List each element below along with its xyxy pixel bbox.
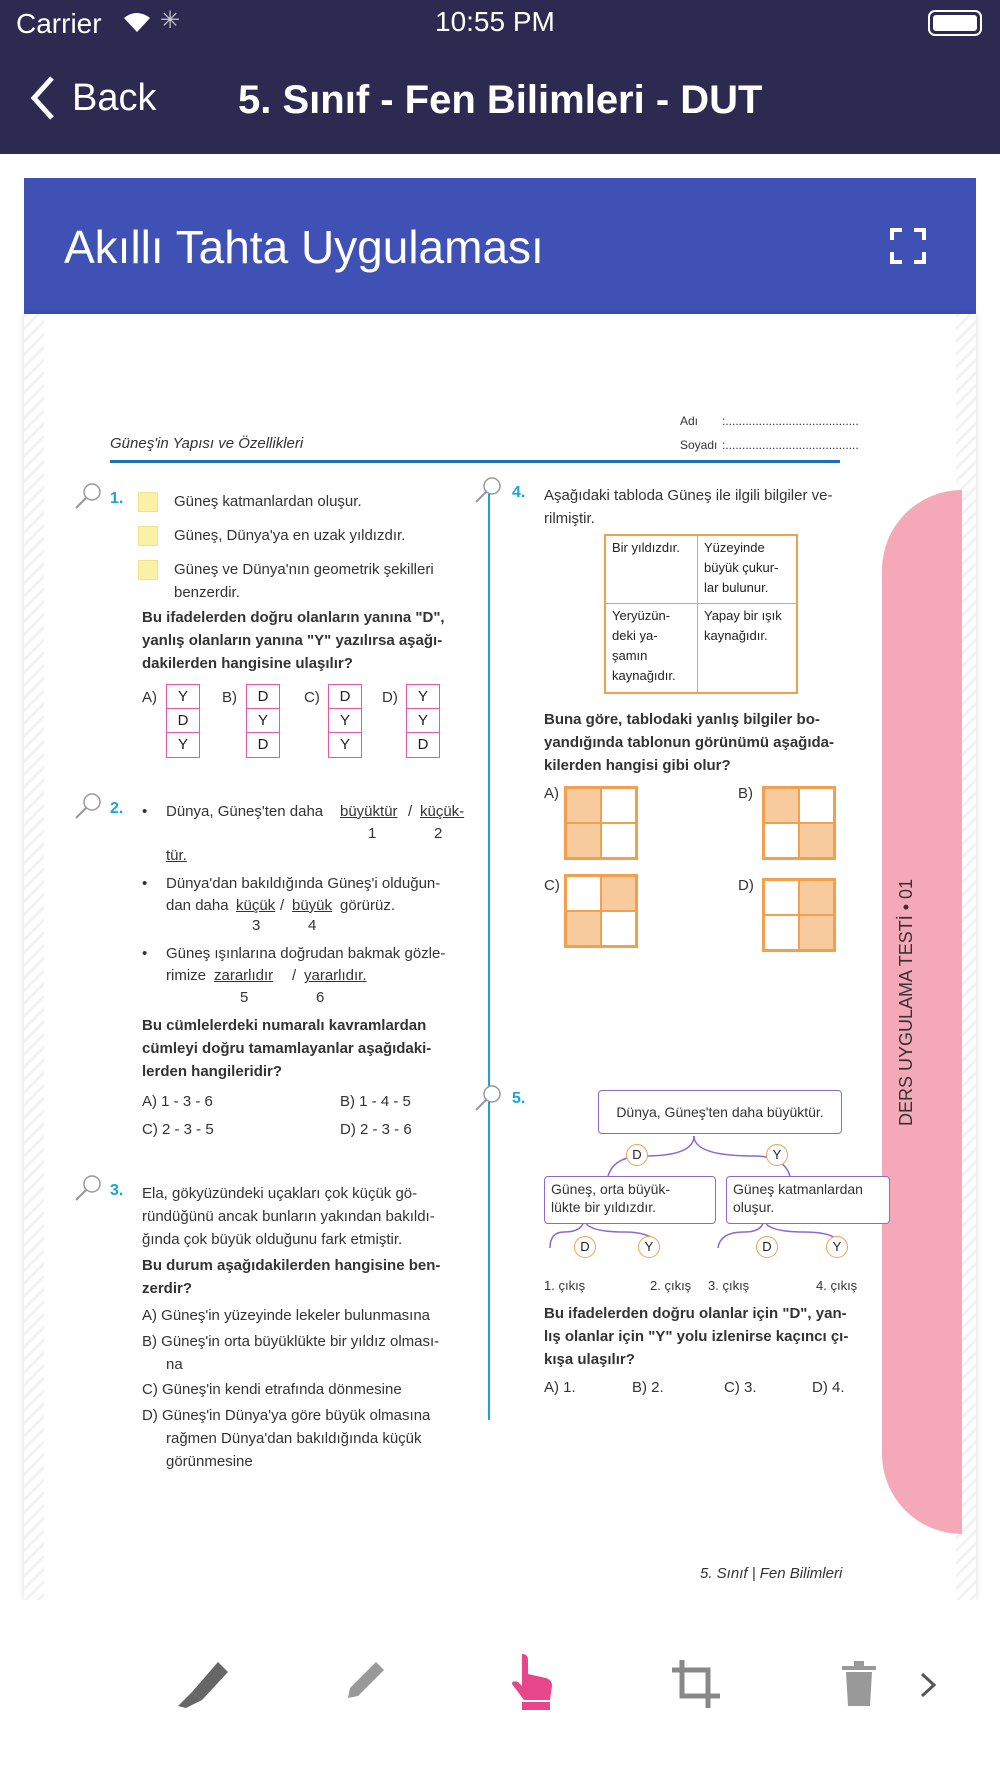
q5-option-d[interactable]: D) 4. bbox=[812, 1379, 845, 1396]
q2-option-b[interactable]: B) 1 - 4 - 5 bbox=[340, 1093, 411, 1110]
q3-option-d[interactable]: görünmesine bbox=[166, 1453, 253, 1470]
q4-number: 4. bbox=[512, 484, 526, 501]
q4-option-d-label[interactable]: D) bbox=[738, 877, 754, 894]
q5-prompt: lış olanlar için "Y" yolu izlenirse kaçıncı çı- bbox=[544, 1328, 849, 1345]
bullet: • bbox=[142, 875, 148, 892]
q1-answer-box[interactable] bbox=[138, 560, 158, 580]
q1-option-d-label[interactable]: D) bbox=[382, 689, 398, 706]
side-tab bbox=[882, 490, 962, 1534]
status-bar bbox=[0, 0, 1000, 50]
q4-option-b[interactable] bbox=[762, 786, 836, 860]
q2-term-number: 5 bbox=[240, 989, 249, 1006]
q2-option-c[interactable]: C) 2 - 3 - 5 bbox=[142, 1121, 214, 1138]
surname-label: Soyadı bbox=[680, 438, 718, 452]
bullet: • bbox=[142, 803, 148, 820]
bullet: • bbox=[142, 945, 148, 962]
q3-text: Ela, gökyüzündeki uçakları çok küçük gö- bbox=[142, 1185, 418, 1202]
q5-right-box: Güneş katmanlardan oluşur. bbox=[726, 1176, 890, 1224]
q1-option-d[interactable]: Y Y D bbox=[406, 684, 440, 758]
side-tab-label: DERS UYGULAMA TESTİ • 01 bbox=[896, 878, 916, 1126]
q5-number: 5. bbox=[512, 1090, 526, 1107]
clock: 10:55 PM bbox=[435, 6, 555, 37]
chevron-right-icon[interactable] bbox=[918, 1670, 938, 1700]
q3-option-d[interactable]: rağmen Dünya'dan bakıldığında küçük bbox=[166, 1430, 422, 1447]
smartboard-title: Akıllı Tahta Uygulaması bbox=[64, 221, 544, 273]
q3-text: ğında çok büyük olduğunu fark etmiştir. bbox=[142, 1231, 403, 1248]
q2-slash: / bbox=[280, 897, 285, 914]
carrier-label: Carrier bbox=[16, 8, 102, 39]
chevron-left-icon bbox=[28, 74, 56, 122]
q5-prompt: Bu ifadelerden doğru olanlar için "D", yan- bbox=[544, 1305, 847, 1322]
magnifier-icon[interactable] bbox=[74, 482, 102, 510]
q3-option-a[interactable]: A) Güneş'in yüzeyinde lekeler bulunmasına bbox=[142, 1307, 431, 1324]
magnifier-icon[interactable] bbox=[474, 1084, 502, 1112]
q2-term: yararlıdır. bbox=[304, 967, 367, 984]
column-divider bbox=[488, 488, 490, 1420]
q5-false-node: Y bbox=[638, 1236, 660, 1258]
q4-table-cell: Yapay bir ışık kaynağıdır. bbox=[704, 608, 782, 643]
q5-left-box: Güneş, orta büyük- lükte bir yıldızdır. bbox=[544, 1176, 716, 1224]
q1-prompt: Bu ifadelerden doğru olanların yanına "D", bbox=[142, 609, 445, 626]
q5-option-c[interactable]: C) 3. bbox=[724, 1379, 757, 1396]
q4-option-d[interactable] bbox=[762, 878, 836, 952]
q5-true-node: D bbox=[574, 1236, 596, 1258]
q2-term-number: 4 bbox=[308, 917, 317, 934]
q5-false-node: Y bbox=[766, 1144, 788, 1166]
q5-true-node: D bbox=[626, 1144, 648, 1166]
back-label: Back bbox=[72, 76, 157, 119]
q2-bullet-text: rimize bbox=[166, 967, 206, 984]
q5-exit-label: 1. çıkış bbox=[544, 1278, 586, 1293]
hand-pointer-icon[interactable] bbox=[506, 1650, 558, 1712]
q5-true-node: D bbox=[756, 1236, 778, 1258]
q5-option-a[interactable]: A) 1. bbox=[544, 1379, 576, 1396]
q3-option-c[interactable]: C) Güneş'in kendi etrafında dönmesine bbox=[142, 1381, 402, 1398]
q2-bullet-text: dan daha bbox=[166, 897, 229, 914]
q3-prompt: Bu durum aşağıdakilerden hangisine ben- bbox=[142, 1257, 441, 1274]
q1-statement: Güneş, Dünya'ya en uzak yıldızdır. bbox=[174, 527, 406, 544]
surname-field[interactable]: :........................................ bbox=[722, 438, 859, 452]
pencil-icon[interactable] bbox=[340, 1656, 390, 1706]
magnifier-icon[interactable] bbox=[74, 792, 102, 820]
smartboard-header bbox=[24, 178, 976, 314]
q1-option-c[interactable]: D Y Y bbox=[328, 684, 362, 758]
q2-term-number: 3 bbox=[252, 917, 261, 934]
q1-option-c-label[interactable]: C) bbox=[304, 689, 320, 706]
fullscreen-icon[interactable] bbox=[890, 228, 926, 264]
drawing-toolbar bbox=[0, 1600, 1000, 1778]
activity-spinner-icon: ✳ bbox=[160, 7, 181, 34]
q4-prompt: yandığında tablonun görünümü aşağıda- bbox=[544, 734, 835, 751]
q1-prompt: dakilerden hangisine ulaşılır? bbox=[142, 655, 353, 672]
page-title: 5. Sınıf - Fen Bilimleri - DUT bbox=[238, 78, 763, 122]
q1-option-a[interactable]: Y D Y bbox=[166, 684, 200, 758]
q3-option-b[interactable]: na bbox=[166, 1356, 183, 1373]
trash-icon[interactable] bbox=[838, 1658, 882, 1710]
q2-bullet-text: Dünya'dan bakıldığında Güneş'i olduğun- bbox=[166, 875, 441, 892]
q2-term: zararlıdır bbox=[214, 967, 274, 984]
name-field[interactable]: :........................................ bbox=[722, 414, 859, 428]
q5-false-node: Y bbox=[826, 1236, 848, 1258]
q5-option-b[interactable]: B) 2. bbox=[632, 1379, 664, 1396]
q1-statement: Güneş katmanlardan oluşur. bbox=[174, 493, 362, 510]
q2-option-a[interactable]: A) 1 - 3 - 6 bbox=[142, 1093, 213, 1110]
q5-start-box: Dünya, Güneş'ten daha büyüktür. bbox=[598, 1090, 842, 1134]
q2-prompt: lerden hangileridir? bbox=[142, 1063, 283, 1080]
wifi-icon bbox=[122, 10, 152, 34]
q4-option-b-label[interactable]: B) bbox=[738, 785, 753, 802]
q2-term-number: 6 bbox=[316, 989, 325, 1006]
q2-option-d[interactable]: D) 2 - 3 - 6 bbox=[340, 1121, 412, 1138]
q4-text: rilmiştir. bbox=[544, 510, 595, 527]
q1-statement: Güneş ve Dünya'nın geometrik şekilleri bbox=[174, 561, 434, 578]
name-label: Adı bbox=[680, 414, 699, 428]
q2-prompt: cümleyi doğru tamamlayanlar aşağıdaki- bbox=[142, 1040, 432, 1057]
q1-option-a-label[interactable]: A) bbox=[142, 689, 157, 706]
topic-title: Güneş'in Yapısı ve Özellikleri bbox=[110, 435, 304, 452]
back-button[interactable] bbox=[28, 68, 156, 128]
q3-text: ründüğünü ancak bunların yakından bakıldı- bbox=[142, 1208, 435, 1225]
q2-bullet-text: Dünya, Güneş'ten daha bbox=[166, 803, 324, 820]
page-footer: 5. Sınıf | Fen Bilimleri bbox=[700, 1565, 843, 1582]
q3-prompt: zerdir? bbox=[142, 1280, 193, 1297]
q3-option-b[interactable]: B) Güneş'in orta büyüklükte bir yıldız olması- bbox=[142, 1333, 440, 1350]
q2-term: büyüktür bbox=[340, 803, 398, 820]
q1-number: 1. bbox=[110, 490, 124, 507]
q5-exit-label: 2. çıkış bbox=[650, 1278, 692, 1293]
q3-number: 3. bbox=[110, 1182, 124, 1199]
q2-term-number: 2 bbox=[434, 825, 443, 842]
worksheet-page[interactable] bbox=[24, 314, 976, 1600]
q1-answer-box[interactable] bbox=[138, 492, 158, 512]
q1-statement: benzerdir. bbox=[174, 584, 240, 601]
q4-info-table bbox=[604, 534, 798, 694]
q4-table-cell: Yeryüzün- deki ya- şamın kaynağıdır. bbox=[606, 604, 698, 692]
q2-term: küçük bbox=[236, 897, 276, 914]
q2-bullet-text: Güneş ışınlarına doğrudan bakmak gözle- bbox=[166, 945, 446, 962]
q2-prompt: Bu cümlelerdeki numaralı kavramlardan bbox=[142, 1017, 427, 1034]
q2-term-number: 1 bbox=[368, 825, 377, 842]
navigation-bar bbox=[0, 50, 1000, 154]
q4-option-c[interactable] bbox=[564, 874, 638, 948]
q4-text: Aşağıdaki tabloda Güneş ile ilgili bilgiler ve- bbox=[544, 487, 833, 504]
q4-option-a[interactable] bbox=[564, 786, 638, 860]
q2-term: büyük bbox=[292, 897, 333, 914]
q5-exit-label: 4. çıkış bbox=[816, 1278, 858, 1293]
q2-number: 2. bbox=[110, 800, 124, 817]
battery-icon bbox=[928, 10, 982, 36]
q2-bullet-text: görürüz. bbox=[340, 897, 396, 914]
q4-prompt: Buna göre, tablodaki yanlış bilgiler bo- bbox=[544, 711, 820, 728]
q4-option-a-label[interactable]: A) bbox=[544, 785, 559, 802]
q4-table-cell: Bir yıldızdır. bbox=[606, 536, 698, 604]
q3-option-d[interactable]: D) Güneş'in Dünya'ya göre büyük olmasına bbox=[142, 1407, 431, 1424]
highlighter-icon[interactable] bbox=[172, 1652, 232, 1712]
magnifier-icon[interactable] bbox=[474, 476, 502, 504]
magnifier-icon[interactable] bbox=[74, 1174, 102, 1202]
q4-prompt: kilerden hangisi gibi olur? bbox=[544, 757, 731, 774]
q2-slash: / bbox=[292, 967, 297, 984]
q2-slash: / bbox=[408, 803, 413, 820]
q1-prompt: yanlış olanların yanına "Y" yazılırsa aşağı- bbox=[142, 632, 443, 649]
q4-option-c-label[interactable]: C) bbox=[544, 877, 560, 894]
header-rule bbox=[110, 460, 840, 463]
q2-term: tür. bbox=[166, 847, 187, 864]
q1-answer-box[interactable] bbox=[138, 526, 158, 546]
crop-icon[interactable] bbox=[668, 1656, 724, 1712]
q5-prompt: kışa ulaşılır? bbox=[544, 1351, 635, 1368]
page-border-left bbox=[24, 314, 44, 1600]
q2-term: küçük- bbox=[420, 803, 465, 820]
q4-table-cell: Yüzeyinde büyük çukur- lar bulunur. bbox=[698, 536, 796, 604]
q1-option-b[interactable]: D Y D bbox=[246, 684, 280, 758]
q5-exit-label: 3. çıkış bbox=[708, 1278, 750, 1293]
q1-option-b-label[interactable]: B) bbox=[222, 689, 237, 706]
